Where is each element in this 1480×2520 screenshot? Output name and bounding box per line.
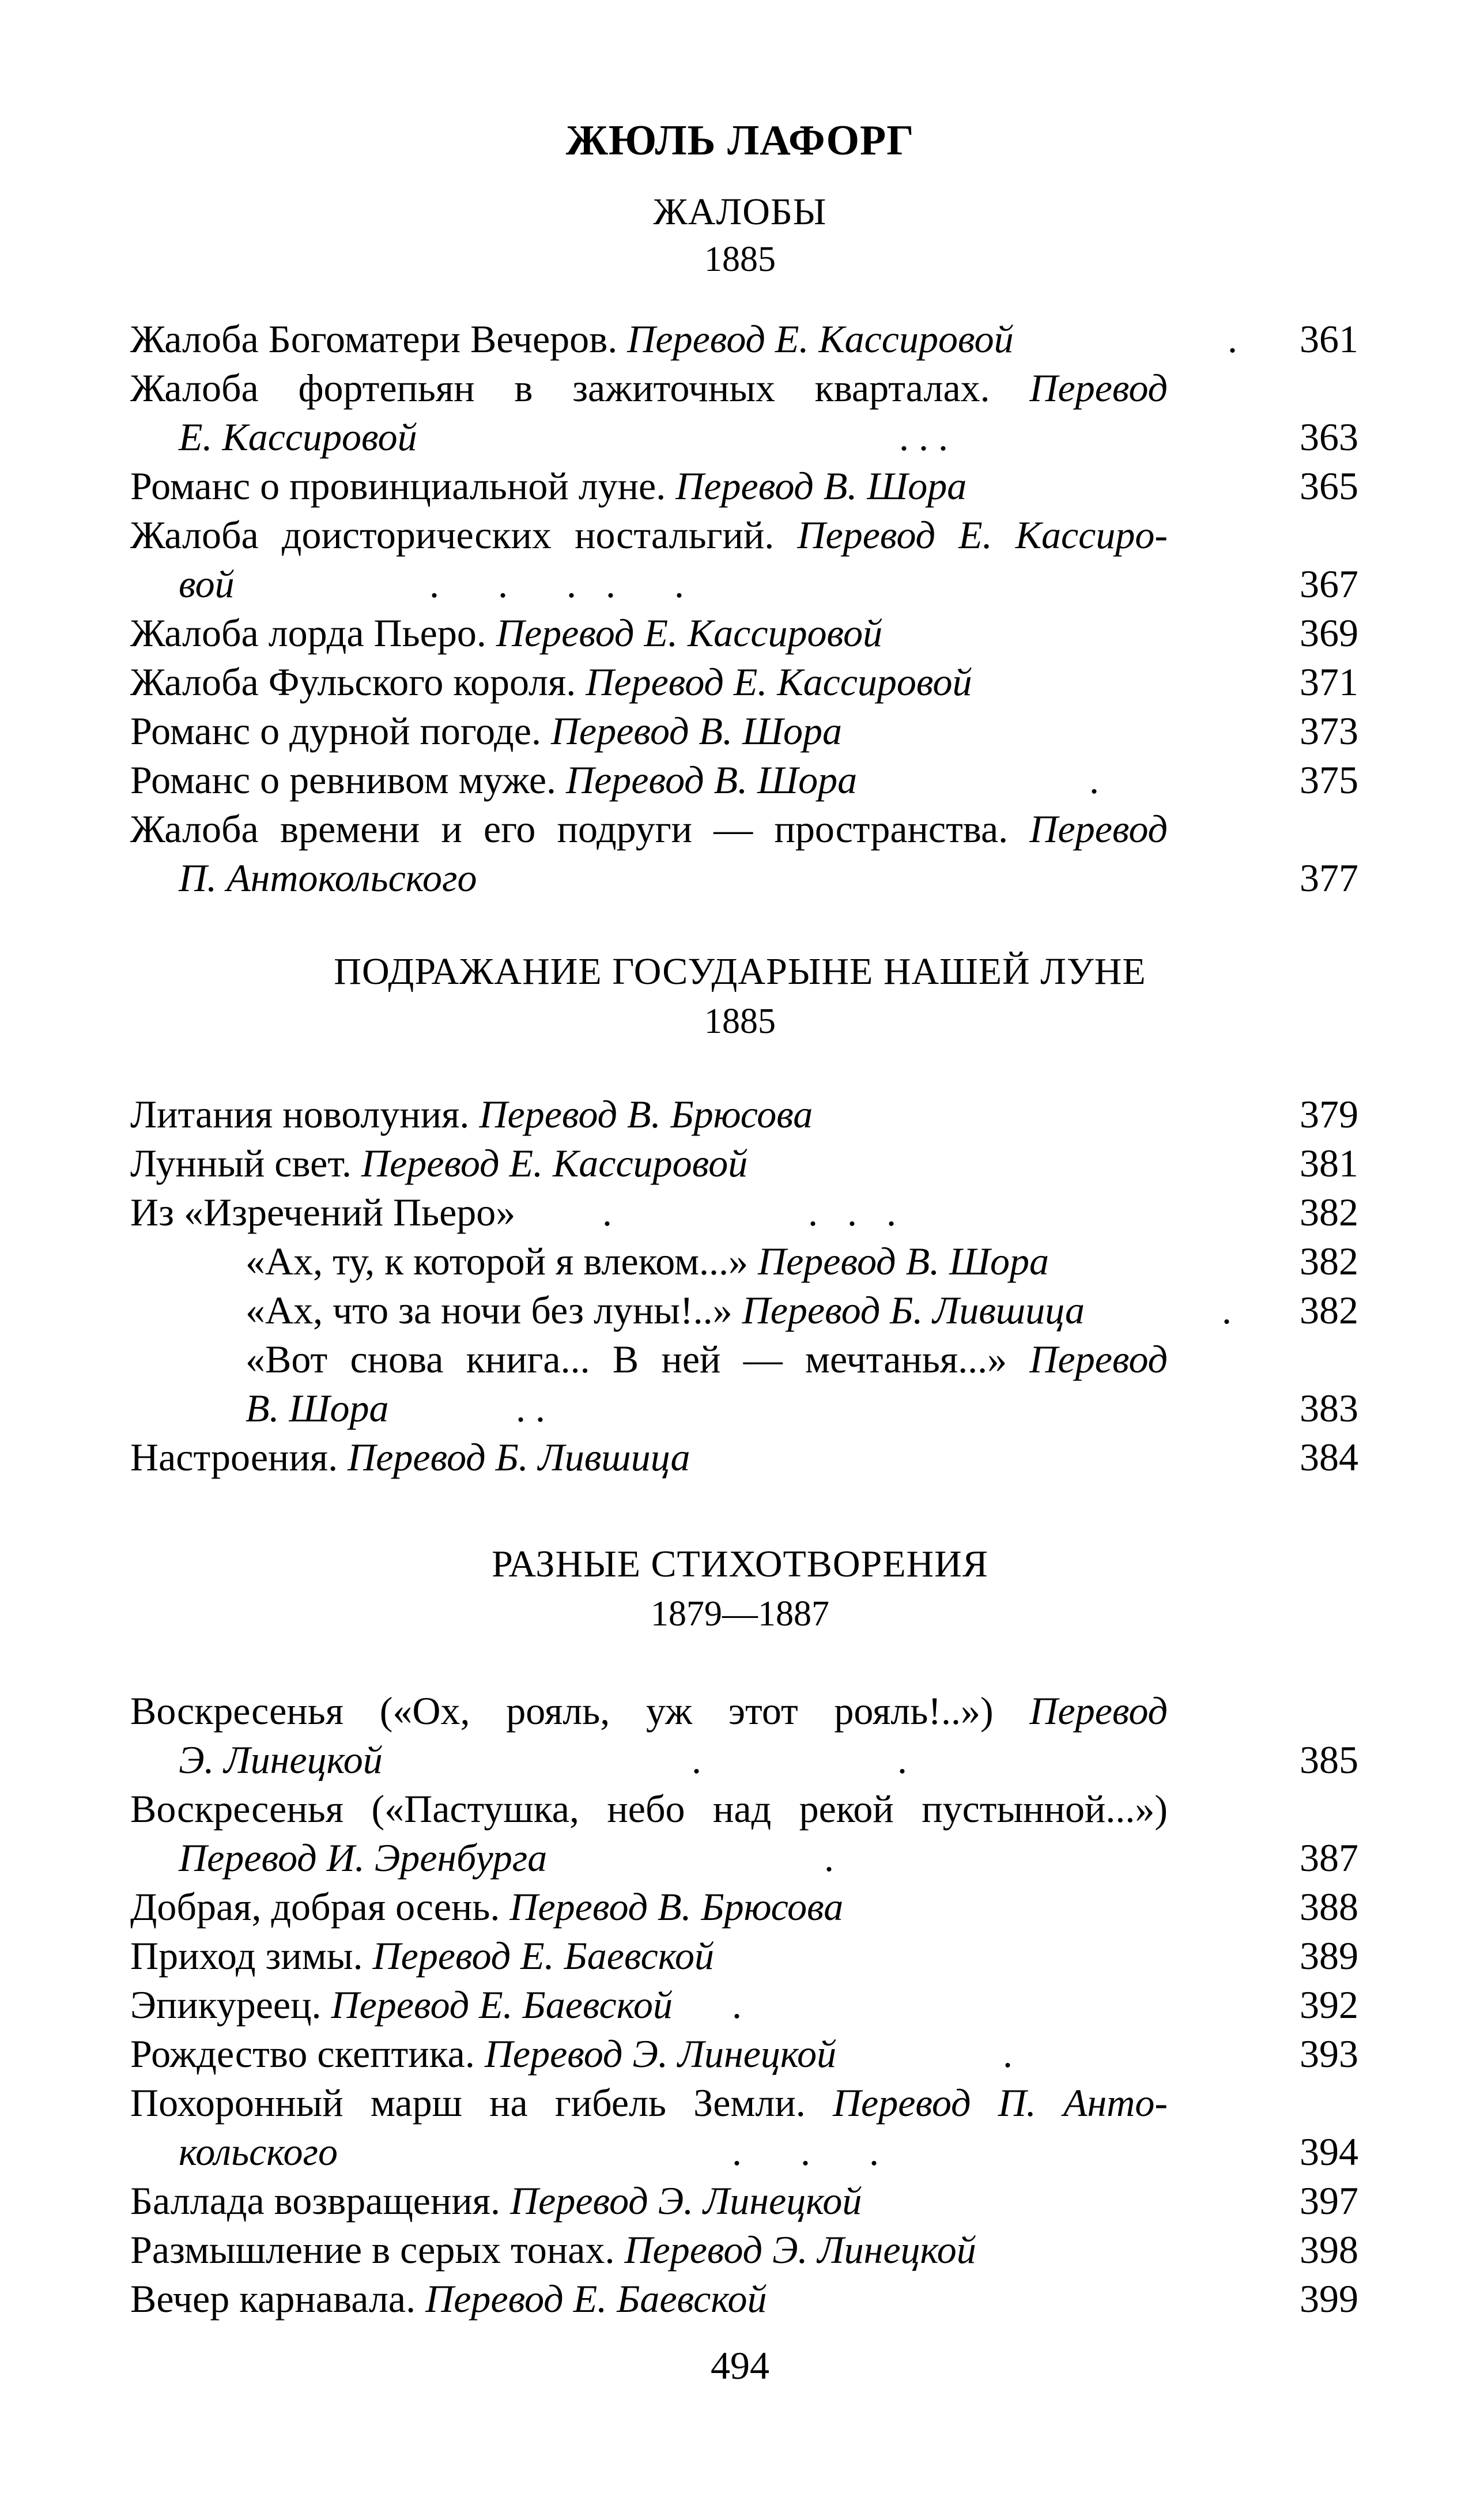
entry-page-number: 373	[1300, 709, 1358, 753]
entry-translator: Перевод Е. Кассиро-	[797, 513, 1168, 557]
entry-translator: Перевод Е. Кассировой	[586, 660, 972, 704]
entry-title: Приход зимы.	[130, 1934, 363, 1978]
entry-page-number: 382	[1300, 1239, 1358, 1283]
dot-leader: .	[1222, 1288, 1232, 1332]
entry-page-number: 388	[1300, 1885, 1358, 1929]
entry-translator: Перевод Б. Лившица	[742, 1288, 1085, 1332]
entry-title: «Ах, что за ночи без луны!..»	[246, 1288, 733, 1332]
dot-leader: . . . . .	[429, 562, 684, 606]
entry-title: Романс о дурной погоде.	[130, 709, 541, 753]
entry-translator: кольского	[179, 2130, 338, 2174]
entry-page-number: 385	[1300, 1738, 1358, 1782]
entry-translator: Перевод В. Шора	[675, 464, 967, 508]
section-title: РАЗНЫЕ СТИХОТВОРЕНИЯ	[492, 1543, 988, 1585]
toc-entry-line	[130, 804, 1168, 854]
toc-entry-line	[130, 2274, 1168, 2323]
toc-entry-line	[130, 363, 1168, 413]
entry-translator: Перевод	[1029, 1337, 1168, 1381]
section-title: ЖАЛОБЫ	[653, 191, 827, 233]
entry-page-number: 387	[1300, 1836, 1358, 1880]
entry-page-number: 363	[1300, 415, 1358, 459]
dot-leader: . . .	[732, 2130, 879, 2174]
dot-leader: . . . .	[602, 1190, 896, 1234]
entry-title: Жалоба фортепьян в зажиточных кварталах.	[130, 366, 990, 410]
entry-page-number: 389	[1300, 1934, 1358, 1978]
entry-title: «Ах, ту, к которой я влеком...»	[246, 1239, 748, 1283]
entry-page-number: 375	[1300, 758, 1358, 802]
toc-entry-line	[179, 1833, 1168, 1883]
entry-translator: Перевод Е. Кассировой	[361, 1141, 748, 1185]
entry-page-number: 379	[1300, 1092, 1358, 1136]
toc-entry-line	[246, 1334, 1168, 1384]
entry-title: Добрая, добрая осень.	[130, 1885, 500, 1929]
dot-leader: .	[1003, 2032, 1013, 2076]
toc-entry-line	[130, 608, 1168, 658]
entry-title: Воскресенья («Ох, рояль, уж этот рояль!..»)	[130, 1689, 994, 1733]
entry-title: Литания новолуния.	[130, 1092, 470, 1136]
toc-entry-line	[130, 1882, 1168, 1932]
entry-translator: Перевод Э. Линецкой	[484, 2032, 837, 2076]
entry-page-number: 398	[1300, 2228, 1358, 2272]
toc-entry-line	[179, 412, 1168, 462]
dot-leader: .	[1228, 317, 1237, 361]
toc-entry-line	[130, 510, 1168, 560]
toc-entry-line	[130, 1784, 1168, 1834]
entry-title: Жалоба времени и его подруги — пространства.	[130, 807, 1009, 851]
toc-entry-line	[179, 853, 1168, 903]
toc-entry-line	[130, 1089, 1168, 1139]
entry-title: Рождество скептика.	[130, 2032, 475, 2076]
toc-entry-line	[130, 755, 1168, 805]
entry-translator: Перевод Е. Баевской	[331, 1983, 673, 2027]
dot-leader: .	[732, 1983, 742, 2027]
toc-entry-line	[179, 2127, 1168, 2176]
entry-translator: Перевод П. Анто-	[832, 2081, 1168, 2125]
entry-page-number: 394	[1300, 2130, 1358, 2174]
entry-translator: вой	[179, 562, 235, 606]
entry-title: Размышление в серых тонах.	[130, 2228, 615, 2272]
toc-entry-line	[130, 1686, 1168, 1736]
entry-page-number: 393	[1300, 2032, 1358, 2076]
entry-translator: Перевод Е. Кассировой	[627, 317, 1014, 361]
entry-translator: Перевод Б. Лившица	[348, 1435, 690, 1479]
entry-translator: Е. Кассировой	[179, 415, 417, 459]
dot-leader: . .	[516, 1386, 545, 1430]
entry-page-number: 383	[1300, 1386, 1358, 1430]
entry-translator: Перевод В. Шора	[757, 1239, 1049, 1283]
entry-title: Жалоба лорда Пьеро.	[130, 611, 486, 655]
toc-entry-line	[130, 461, 1168, 511]
toc-entry-line	[130, 1138, 1168, 1188]
dot-leader: .	[824, 1836, 834, 1880]
toc-entry-line	[130, 2225, 1168, 2274]
entry-translator: Перевод В. Брюсова	[509, 1885, 844, 1929]
toc-entry-line	[130, 314, 1168, 364]
entry-page-number: 381	[1300, 1141, 1358, 1185]
entry-translator: Перевод Е. Кассировой	[496, 611, 883, 655]
entry-page-number: 392	[1300, 1983, 1358, 2027]
toc-entry-line	[246, 1285, 1168, 1335]
entry-title: Лунный свет.	[130, 1141, 352, 1185]
entry-translator: В. Шора	[246, 1386, 389, 1430]
entry-page-number: 377	[1300, 856, 1358, 900]
dot-leader: . .	[692, 1738, 907, 1782]
entry-title: «Вот снова книга... В ней — мечтанья...»	[246, 1337, 1007, 1381]
entry-page-number: 369	[1300, 611, 1358, 655]
section-title: ПОДРАЖАНИЕ ГОСУДАРЫНЕ НАШЕЙ ЛУНЕ	[334, 950, 1146, 993]
entry-page-number: 384	[1300, 1435, 1358, 1479]
toc-entry-line	[130, 657, 1168, 707]
toc-entry-line	[130, 1432, 1168, 1482]
section-year: 1879—1887	[651, 1594, 829, 1634]
dot-leader: . . .	[899, 415, 948, 459]
entry-title: Настроения.	[130, 1435, 338, 1479]
entry-translator: Перевод Е. Баевской	[372, 1934, 714, 1978]
author-heading: ЖЮЛЬ ЛАФОРГ	[565, 117, 915, 164]
entry-page-number: 382	[1300, 1190, 1358, 1234]
toc-entry-line	[130, 1980, 1168, 2029]
toc-entry-line	[130, 706, 1168, 756]
toc-entry-line	[130, 2176, 1168, 2225]
entry-title: Воскресенья («Пастушка, небо над рекой пустынной...»)	[130, 1787, 1168, 1831]
entry-page-number: 365	[1300, 464, 1358, 508]
dot-leader: .	[1089, 758, 1099, 802]
entry-translator: Перевод Э. Линецкой	[510, 2179, 862, 2223]
entry-title: Жалоба доисторических ностальгий.	[130, 513, 775, 557]
toc-entry-line	[130, 2078, 1168, 2127]
toc-entry-line	[246, 1383, 1168, 1433]
section-year: 1885	[704, 1002, 776, 1041]
entry-page-number: 361	[1300, 317, 1358, 361]
entry-translator: Перевод Э. Линецкой	[624, 2228, 976, 2272]
entry-title: Эпикуреец.	[130, 1983, 322, 2027]
entry-title: Похоронный марш на гибель Земли.	[130, 2081, 806, 2125]
entry-page-number: 371	[1300, 660, 1358, 704]
entry-translator: Перевод	[1029, 807, 1168, 851]
entry-title: Из «Изречений Пьеро»	[130, 1190, 516, 1234]
entry-title: Вечер карнавала.	[130, 2277, 416, 2321]
entry-translator: Перевод Е. Баевской	[425, 2277, 767, 2321]
entry-title: Романс о провинциальной луне.	[130, 464, 666, 508]
toc-entry-line	[179, 1735, 1168, 1785]
section-year: 1885	[704, 240, 776, 279]
entry-page-number: 382	[1300, 1288, 1358, 1332]
page-number: 494	[711, 2344, 769, 2387]
entry-title: Баллада возвращения.	[130, 2179, 501, 2223]
entry-title: Жалоба Богоматери Вечеров.	[130, 317, 618, 361]
entry-translator: Перевод В. Шора	[566, 758, 858, 802]
entry-translator: П. Антокольского	[179, 856, 477, 900]
entry-title: Романс о ревнивом муже.	[130, 758, 557, 802]
entry-title: Жалоба Фульского короля.	[130, 660, 576, 704]
entry-translator: Перевод В. Шора	[550, 709, 842, 753]
entry-translator: Перевод	[1029, 366, 1168, 410]
entry-translator: Перевод И. Эренбурга	[179, 1836, 548, 1880]
entry-page-number: 367	[1300, 562, 1358, 606]
entry-translator: Перевод	[1029, 1689, 1168, 1733]
entry-translator: Перевод В. Брюсова	[479, 1092, 813, 1136]
entry-page-number: 397	[1300, 2179, 1358, 2223]
toc-entry-line	[130, 1931, 1168, 1980]
entry-page-number: 399	[1300, 2277, 1358, 2321]
toc-entry-line	[246, 1236, 1168, 1286]
entry-translator: Э. Линецкой	[179, 1738, 383, 1782]
